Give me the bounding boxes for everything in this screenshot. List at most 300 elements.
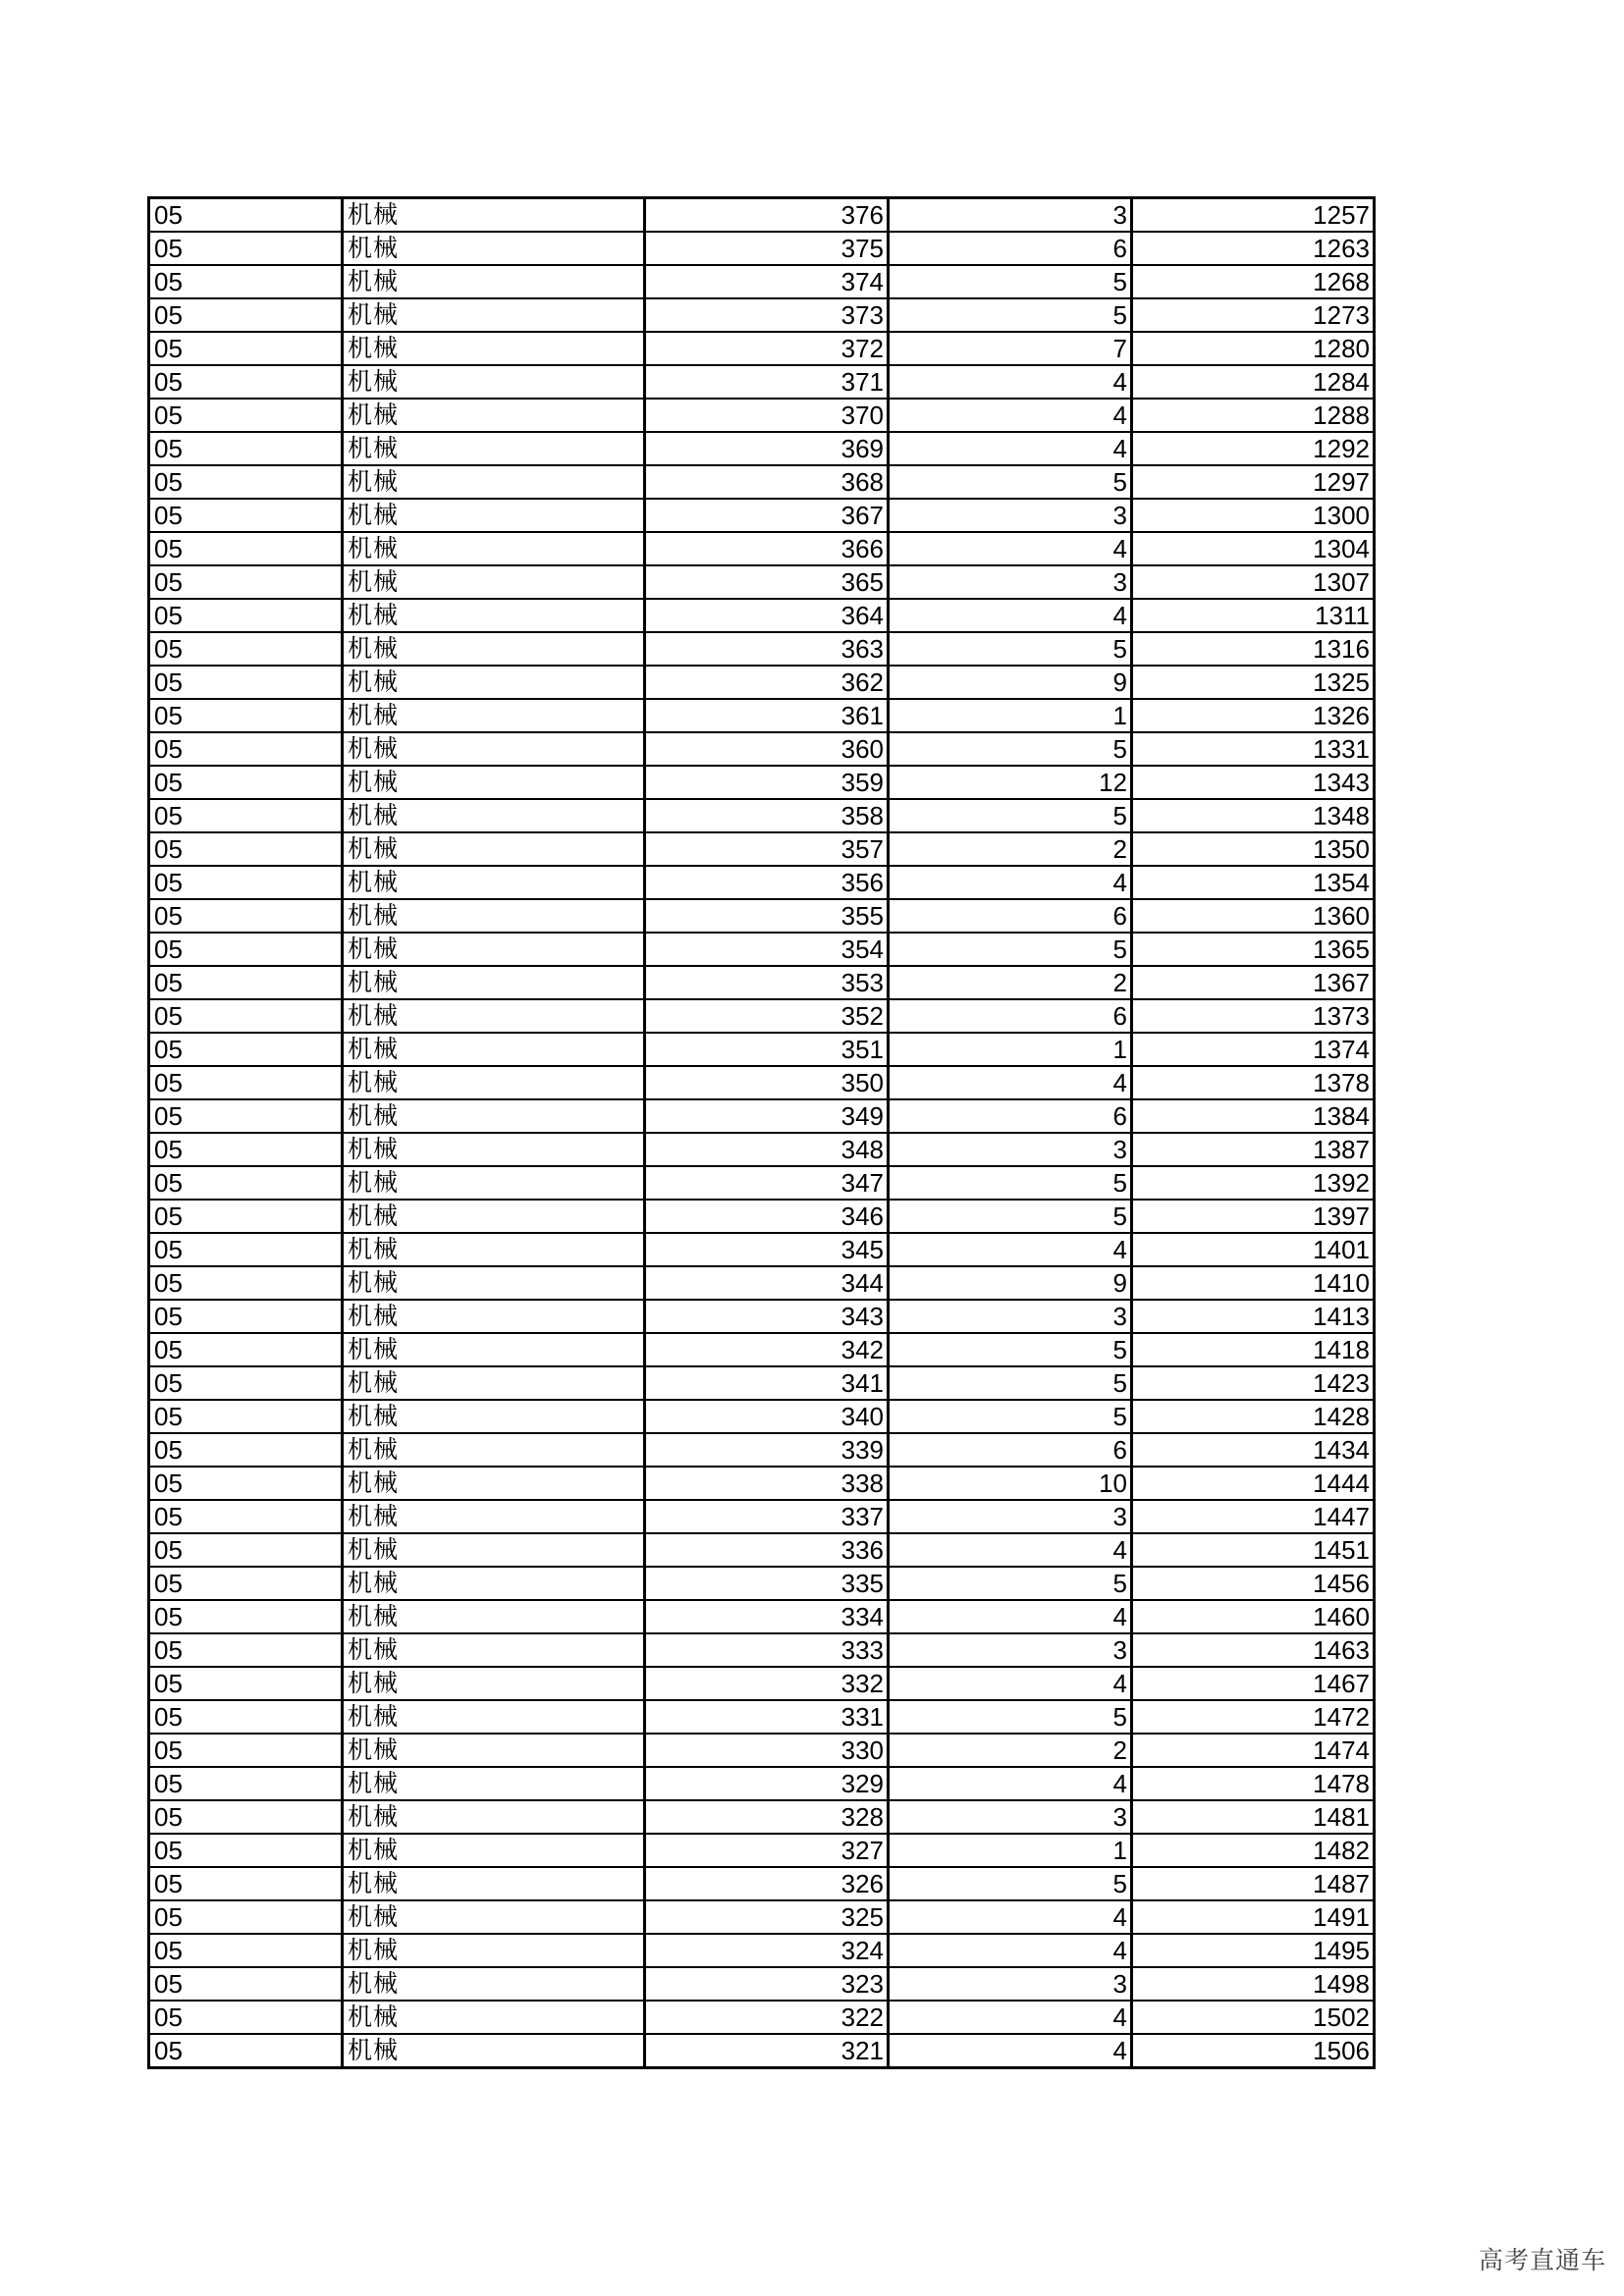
- category-code-cell: 05: [149, 265, 343, 298]
- table-row: [149, 1900, 1375, 1934]
- cumulative-count-cell: 1397: [1132, 1200, 1375, 1233]
- cumulative-count-cell: 1410: [1132, 1266, 1375, 1300]
- cumulative-count-cell: 1374: [1132, 1033, 1375, 1066]
- category-name-cell: 机械: [343, 1200, 645, 1233]
- category-name-cell: 机械: [343, 966, 645, 999]
- category-code-cell: 05: [149, 732, 343, 766]
- cumulative-count-cell: 1343: [1132, 766, 1375, 799]
- category-name-cell: 机械: [343, 699, 645, 732]
- count-cell: 2: [889, 966, 1132, 999]
- category-code-cell: 05: [149, 1500, 343, 1533]
- cumulative-count-cell: 1444: [1132, 1467, 1375, 1500]
- category-name-cell: 机械: [343, 999, 645, 1033]
- cumulative-count-cell: 1487: [1132, 1867, 1375, 1900]
- category-name-cell: 机械: [343, 232, 645, 265]
- count-cell: 9: [889, 1266, 1132, 1300]
- count-cell: 1: [889, 699, 1132, 732]
- category-name-cell: 机械: [343, 499, 645, 532]
- category-name-cell: 机械: [343, 1066, 645, 1099]
- table-row: [149, 1767, 1375, 1800]
- category-code-cell: 05: [149, 999, 343, 1033]
- count-cell: 4: [889, 1900, 1132, 1934]
- table-row: [149, 1033, 1375, 1066]
- cumulative-count-cell: 1350: [1132, 832, 1375, 866]
- table-row: [149, 699, 1375, 732]
- score-cell: 359: [645, 766, 889, 799]
- score-cell: 375: [645, 232, 889, 265]
- table-row: [149, 1300, 1375, 1333]
- category-code-cell: 05: [149, 432, 343, 465]
- table-row: [149, 1500, 1375, 1533]
- category-name-cell: 机械: [343, 1266, 645, 1300]
- score-cell: 349: [645, 1099, 889, 1133]
- table-row: [149, 966, 1375, 999]
- category-name-cell: 机械: [343, 933, 645, 966]
- cumulative-count-cell: 1348: [1132, 799, 1375, 832]
- cumulative-count-cell: 1481: [1132, 1800, 1375, 1834]
- table-row: [149, 1333, 1375, 1366]
- table-row: [149, 832, 1375, 866]
- category-name-cell: 机械: [343, 1900, 645, 1934]
- cumulative-count-cell: 1307: [1132, 565, 1375, 599]
- table-row: [149, 799, 1375, 832]
- score-cell: 321: [645, 2034, 889, 2068]
- score-cell: 327: [645, 1834, 889, 1867]
- cumulative-count-cell: 1387: [1132, 1133, 1375, 1166]
- score-cell: 358: [645, 799, 889, 832]
- table-row: [149, 1667, 1375, 1700]
- category-name-cell: 机械: [343, 1033, 645, 1066]
- cumulative-count-cell: 1506: [1313, 2036, 1370, 2065]
- cumulative-count-cell: 1268: [1132, 265, 1375, 298]
- cumulative-count-cell: 1360: [1132, 899, 1375, 933]
- count-cell: 1: [889, 1834, 1132, 1867]
- count-cell: 5: [889, 298, 1132, 332]
- score-cell: 353: [645, 966, 889, 999]
- table-row: [149, 1567, 1375, 1600]
- count-cell: 4: [889, 866, 1132, 899]
- category-name-cell: 机械: [343, 365, 645, 399]
- category-code-cell: 05: [149, 1300, 343, 1333]
- category-code-cell: 05: [149, 1633, 343, 1667]
- count-cell: 3: [889, 1967, 1132, 2001]
- score-cell: 367: [645, 499, 889, 532]
- category-code-cell: 05: [149, 1867, 343, 1900]
- count-cell: 5: [889, 265, 1132, 298]
- table-row: [149, 1600, 1375, 1633]
- cumulative-count-cell: 1263: [1132, 232, 1375, 265]
- category-name-cell: 机械: [343, 1633, 645, 1667]
- score-cell: 344: [645, 1266, 889, 1300]
- category-code-cell: 05: [149, 565, 343, 599]
- count-cell: 6: [889, 999, 1132, 1033]
- category-code-cell: 05: [149, 1366, 343, 1400]
- category-code-cell: 05: [149, 1200, 343, 1233]
- category-name-cell: 机械: [343, 1099, 645, 1133]
- category-code-cell: 05: [149, 2034, 343, 2068]
- category-name-cell: 机械: [343, 1333, 645, 1366]
- category-code-cell: 05: [149, 1667, 343, 1700]
- cumulative-count-cell: 1311: [1132, 599, 1375, 632]
- score-cell: 356: [645, 866, 889, 899]
- table-row: [149, 732, 1375, 766]
- table-row: [149, 999, 1375, 1033]
- category-name-cell: 机械: [343, 432, 645, 465]
- category-name-cell: 机械: [343, 732, 645, 766]
- score-cell: 345: [645, 1233, 889, 1266]
- count-cell: 5: [889, 465, 1132, 499]
- count-cell: 5: [889, 1166, 1132, 1200]
- count-cell: 3: [889, 1133, 1132, 1166]
- category-code-cell: 05: [149, 699, 343, 732]
- table-row: [149, 265, 1375, 298]
- cumulative-count-cell: 1447: [1132, 1500, 1375, 1533]
- category-name-cell: 机械: [343, 1567, 645, 1600]
- category-code-cell: 05: [149, 666, 343, 699]
- category-code-cell: 05: [149, 1433, 343, 1467]
- category-code-cell: 05: [149, 1533, 343, 1567]
- count-cell: 4: [889, 1767, 1132, 1800]
- category-name-cell: 机械: [343, 666, 645, 699]
- table-row: [149, 1700, 1375, 1734]
- cumulative-count-cell: 1365: [1132, 933, 1375, 966]
- score-cell: 325: [645, 1900, 889, 1934]
- cumulative-count-cell: 1297: [1132, 465, 1375, 499]
- category-name-cell: 机械: [343, 2001, 645, 2034]
- cumulative-count-cell: 1463: [1132, 1633, 1375, 1667]
- table-row: [149, 1266, 1375, 1300]
- category-name-cell: 机械: [343, 1366, 645, 1400]
- category-code-cell: 05: [149, 1266, 343, 1300]
- category-code-cell: 05: [149, 1567, 343, 1600]
- category-name-cell: 机械: [343, 866, 645, 899]
- category-name-cell: 机械: [343, 399, 645, 432]
- score-cell: 339: [645, 1433, 889, 1467]
- category-code-cell: 05: [149, 1800, 343, 1834]
- table-row: [149, 1400, 1375, 1433]
- category-code-cell: 05: [149, 1467, 343, 1500]
- score-cell: 361: [645, 699, 889, 732]
- score-cell: 374: [645, 265, 889, 298]
- score-cell: 360: [645, 732, 889, 766]
- category-name-cell: 机械: [343, 899, 645, 933]
- score-cell: 323: [645, 1967, 889, 2001]
- count-cell: 4: [889, 432, 1132, 465]
- score-cell: 371: [645, 365, 889, 399]
- count-cell: 2: [889, 1734, 1132, 1767]
- category-name-cell: 机械: [343, 298, 645, 332]
- count-cell: 4: [889, 2001, 1132, 2034]
- category-name-cell: 机械: [343, 1967, 645, 2001]
- category-code-cell: 05: [149, 1834, 343, 1867]
- cumulative-count-cell: 1257: [1132, 198, 1375, 233]
- category-code-cell: 05: [149, 1033, 343, 1066]
- score-cell: 347: [645, 1166, 889, 1200]
- table-row: [149, 666, 1375, 699]
- category-name-cell: 机械: [343, 1233, 645, 1266]
- count-cell: 5: [889, 1366, 1132, 1400]
- category-name-cell: 机械: [343, 1166, 645, 1200]
- table-row: [149, 1366, 1375, 1400]
- count-cell: 10: [889, 1467, 1132, 1500]
- table-row: [149, 432, 1375, 465]
- count-cell: 9: [889, 666, 1132, 699]
- table-row: [149, 2034, 1375, 2068]
- count-cell: 4: [889, 1667, 1132, 1700]
- category-name-cell: 机械: [343, 599, 645, 632]
- category-code-cell: 05: [149, 198, 343, 233]
- table-row: [149, 1133, 1375, 1166]
- score-cell: 340: [645, 1400, 889, 1433]
- table-row: [149, 1533, 1375, 1567]
- table-row: [149, 1834, 1375, 1867]
- score-cell: 376: [645, 198, 889, 233]
- category-code-cell: 05: [149, 766, 343, 799]
- cumulative-count-cell: 1325: [1132, 666, 1375, 699]
- category-code-cell: 05: [149, 1166, 343, 1200]
- score-cell: 330: [645, 1734, 889, 1767]
- category-name-cell: 机械: [343, 1433, 645, 1467]
- score-cell: 338: [645, 1467, 889, 1500]
- count-cell: 4: [889, 532, 1132, 565]
- score-cell: 368: [645, 465, 889, 499]
- count-cell: 3: [889, 1500, 1132, 1533]
- category-code-cell: 05: [149, 465, 343, 499]
- score-cell: 366: [645, 532, 889, 565]
- count-cell: 5: [889, 732, 1132, 766]
- category-code-cell: 05: [149, 1333, 343, 1366]
- score-cell: 328: [645, 1800, 889, 1834]
- table-row: [149, 198, 1375, 233]
- category-name-cell: 机械: [343, 1533, 645, 1567]
- count-cell: 5: [889, 799, 1132, 832]
- table-row: [149, 565, 1375, 599]
- score-table: [147, 196, 1376, 2069]
- category-name-cell: 机械: [343, 1767, 645, 1800]
- category-name-cell: 机械: [343, 1800, 645, 1834]
- category-code-cell: 05: [149, 1400, 343, 1433]
- score-cell: 346: [645, 1200, 889, 1233]
- category-name-cell: 机械: [343, 1667, 645, 1700]
- category-code-cell: 05: [149, 298, 343, 332]
- score-cell: 351: [645, 1033, 889, 1066]
- table-row: [149, 866, 1375, 899]
- category-name-cell: 机械: [343, 2034, 645, 2068]
- cumulative-count-cell: 1280: [1132, 332, 1375, 365]
- count-cell: 12: [889, 766, 1132, 799]
- score-cell: 337: [645, 1500, 889, 1533]
- category-name-cell: 机械: [343, 1834, 645, 1867]
- category-code-cell: 05: [149, 1934, 343, 1967]
- cumulative-count-cell: 1418: [1132, 1333, 1375, 1366]
- cumulative-count-cell: 1354: [1132, 866, 1375, 899]
- cumulative-count-cell: 1472: [1132, 1700, 1375, 1734]
- cumulative-count-cell: 1495: [1132, 1934, 1375, 1967]
- category-code-cell: 05: [149, 933, 343, 966]
- category-name-cell: 机械: [343, 799, 645, 832]
- category-code-cell: 05: [149, 532, 343, 565]
- table-row: [149, 332, 1375, 365]
- category-code-cell: 05: [149, 499, 343, 532]
- category-code-cell: 05: [149, 799, 343, 832]
- category-name-cell: 机械: [343, 1734, 645, 1767]
- cumulative-count-cell: 1401: [1132, 1233, 1375, 1266]
- table-row: [149, 298, 1375, 332]
- table-row: [149, 899, 1375, 933]
- category-name-cell: 机械: [343, 632, 645, 666]
- score-cell: 363: [645, 632, 889, 666]
- category-name-cell: 机械: [343, 565, 645, 599]
- category-name-cell: 机械: [343, 1467, 645, 1500]
- score-cell: 348: [645, 1133, 889, 1166]
- cumulative-count-cell: 1316: [1132, 632, 1375, 666]
- cumulative-count-cell: 1460: [1132, 1600, 1375, 1633]
- watermark-text: 高考直通车: [1478, 2246, 1606, 2274]
- score-cell: 354: [645, 933, 889, 966]
- category-code-cell: 05: [149, 1734, 343, 1767]
- cumulative-count-cell: 1434: [1132, 1433, 1375, 1467]
- table-row: [149, 1166, 1375, 1200]
- category-code-cell: 05: [149, 599, 343, 632]
- count-cell: 4: [889, 599, 1132, 632]
- category-code-cell: 05: [149, 1900, 343, 1934]
- table-row: [149, 399, 1375, 432]
- cumulative-count-cell: 1273: [1132, 298, 1375, 332]
- table-row: [149, 1433, 1375, 1467]
- category-code-cell: 05: [149, 332, 343, 365]
- cumulative-count-cell: 1467: [1132, 1667, 1375, 1700]
- table-row: [149, 1867, 1375, 1900]
- cumulative-count-cell: 1378: [1132, 1066, 1375, 1099]
- count-cell: 4: [889, 1533, 1132, 1567]
- table-row: [149, 1967, 1375, 2001]
- table-row: [149, 465, 1375, 499]
- count-cell: 3: [889, 198, 1132, 233]
- score-cell: 331: [645, 1700, 889, 1734]
- cumulative-count-cell: 1300: [1132, 499, 1375, 532]
- table-row: [149, 1934, 1375, 1967]
- category-name-cell: 机械: [343, 1600, 645, 1633]
- table-row: [149, 1734, 1375, 1767]
- count-cell: 5: [889, 1333, 1132, 1366]
- score-cell: 324: [645, 1934, 889, 1967]
- category-name-cell: 机械: [343, 198, 645, 233]
- category-code-cell: 05: [149, 1967, 343, 2001]
- category-code-cell: 05: [149, 1099, 343, 1133]
- score-cell: 326: [645, 1867, 889, 1900]
- category-name-cell: 机械: [343, 1300, 645, 1333]
- table-row: [149, 532, 1375, 565]
- score-table-body: [149, 198, 1375, 2068]
- cumulative-count-cell: 1482: [1132, 1834, 1375, 1867]
- category-name-cell: 机械: [343, 532, 645, 565]
- category-name-cell: 机械: [343, 1500, 645, 1533]
- table-row: [149, 632, 1375, 666]
- cumulative-count-cell: 1456: [1132, 1567, 1375, 1600]
- table-row: [149, 1233, 1375, 1266]
- category-code-cell: 05: [149, 1066, 343, 1099]
- score-cell: 329: [645, 1767, 889, 1800]
- category-code-cell: 05: [149, 899, 343, 933]
- cumulative-count-cell: 1451: [1132, 1533, 1375, 1567]
- category-name-cell: 机械: [343, 1133, 645, 1166]
- category-name-cell: 机械: [343, 1867, 645, 1900]
- category-code-cell: 05: [149, 232, 343, 265]
- count-cell: 6: [889, 232, 1132, 265]
- table-row: [149, 1800, 1375, 1834]
- score-cell: 333: [645, 1633, 889, 1667]
- cumulative-count-cell: 1498: [1132, 1967, 1375, 2001]
- cumulative-count-cell: 1326: [1132, 699, 1375, 732]
- count-cell: 3: [889, 1300, 1132, 1333]
- score-cell: 362: [645, 666, 889, 699]
- count-cell: 3: [889, 1800, 1132, 1834]
- count-cell: 1: [889, 1033, 1132, 1066]
- table-row: [149, 1633, 1375, 1667]
- table-row: [149, 1066, 1375, 1099]
- cumulative-count-cell: 1292: [1132, 432, 1375, 465]
- cumulative-count-cell: 1373: [1132, 999, 1375, 1033]
- score-cell: 343: [645, 1300, 889, 1333]
- category-name-cell: 机械: [343, 1700, 645, 1734]
- score-cell: 322: [645, 2001, 889, 2034]
- cumulative-count-cell: 1384: [1132, 1099, 1375, 1133]
- category-code-cell: 05: [149, 1767, 343, 1800]
- category-code-cell: 05: [149, 866, 343, 899]
- count-cell: 3: [889, 1633, 1132, 1667]
- count-cell: 5: [889, 1200, 1132, 1233]
- category-code-cell: 05: [149, 1600, 343, 1633]
- cumulative-count-cell: 1491: [1132, 1900, 1375, 1934]
- category-name-cell: 机械: [343, 265, 645, 298]
- category-code-cell: 05: [149, 1233, 343, 1266]
- count-cell: 4: [889, 2034, 1132, 2068]
- cumulative-count-cell: 1478: [1132, 1767, 1375, 1800]
- table-row: [149, 499, 1375, 532]
- count-cell: 4: [889, 1600, 1132, 1633]
- table-row: [149, 232, 1375, 265]
- count-cell: 6: [889, 1433, 1132, 1467]
- count-cell: 6: [889, 1099, 1132, 1133]
- count-cell: 3: [889, 499, 1132, 532]
- category-code-cell: 05: [149, 832, 343, 866]
- score-cell: 352: [645, 999, 889, 1033]
- cumulative-count-cell: 1288: [1132, 399, 1375, 432]
- category-code-cell: 05: [149, 365, 343, 399]
- count-cell: 4: [889, 365, 1132, 399]
- count-cell: 2: [889, 832, 1132, 866]
- count-cell: 5: [889, 1700, 1132, 1734]
- score-cell: 365: [645, 565, 889, 599]
- score-cell: 369: [645, 432, 889, 465]
- table-row: [149, 1200, 1375, 1233]
- score-cell: 357: [645, 832, 889, 866]
- cumulative-count-cell: 1423: [1132, 1366, 1375, 1400]
- count-cell: 4: [889, 1233, 1132, 1266]
- score-cell: 364: [645, 599, 889, 632]
- table-row: [149, 933, 1375, 966]
- count-cell: 5: [889, 1567, 1132, 1600]
- score-cell: 332: [645, 1667, 889, 1700]
- score-cell: 372: [645, 332, 889, 365]
- cumulative-count-cell: 1392: [1132, 1166, 1375, 1200]
- count-cell: 6: [889, 899, 1132, 933]
- cumulative-count-cell: 1428: [1132, 1400, 1375, 1433]
- table-row: [149, 1099, 1375, 1133]
- category-code-cell: 05: [149, 966, 343, 999]
- cumulative-count-cell: 1331: [1132, 732, 1375, 766]
- score-cell: 335: [645, 1567, 889, 1600]
